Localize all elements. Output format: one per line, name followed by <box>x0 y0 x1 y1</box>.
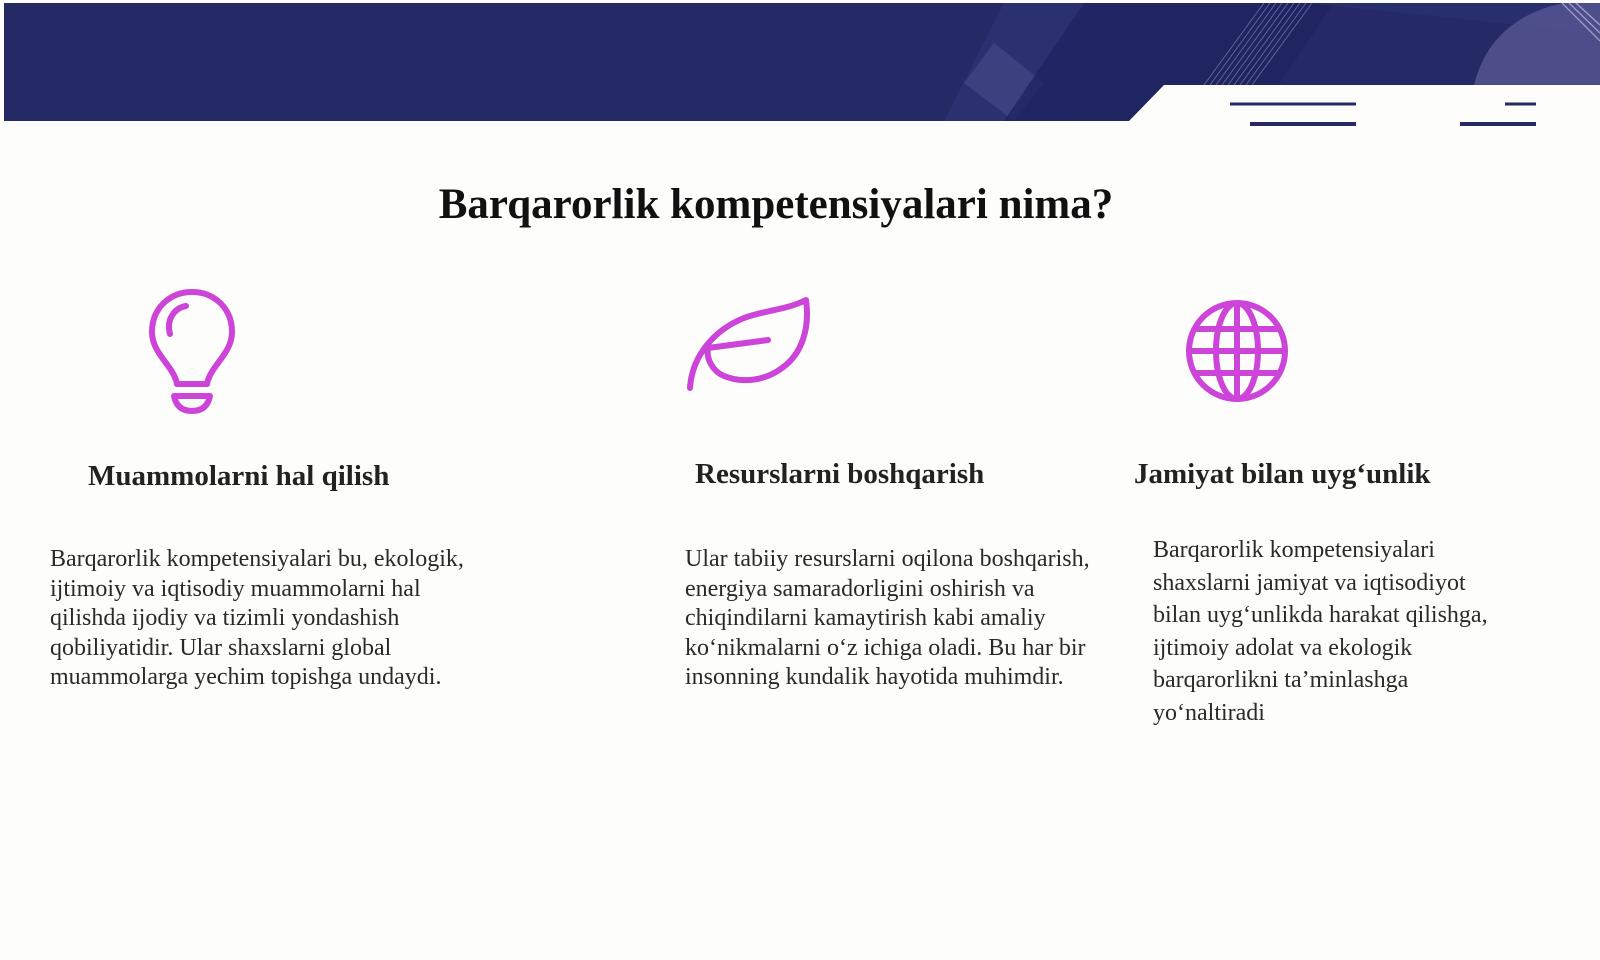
column-heading-society-harmony: Jamiyat bilan uyg‘unlik <box>1134 458 1431 490</box>
header-banner <box>4 3 1600 121</box>
lightbulb-icon <box>140 288 250 423</box>
column-heading-resource-management: Resurslarni boshqarish <box>695 458 985 490</box>
column-text-problem-solving: Barqarorlik kompetensiyalari bu, ekologik, ijtimoiy va iqtisodiy muammolarni hal qilishda ijodiy va tizimli yondashish qobiliyatidir. Ular shaxslarni global muammolarga yechim topishga undaydi. <box>50 546 464 690</box>
column-heading-problem-solving: Muammolarni hal qilish <box>88 460 390 492</box>
globe-icon <box>1182 296 1292 406</box>
column-text-society-harmony: Barqarorlik kompetensiyalari shaxslarni jamiyat va iqtisodiyot bilan uyg‘unlikda harakat qilishga, ijtimoiy adolat va ekologik barqarorlikni ta’minlashga yo‘naltiradi <box>1153 537 1488 726</box>
column-text-resource-management: Ular tabiiy resurslarni oqilona boshqarish, energiya samaradorligini oshirish va chiqindilarni kamaytirish kabi amaliy ko‘nikmalarni o‘z ichiga oladi. Bu har bir insonning kundalik hayotida muhimdir. <box>685 546 1090 690</box>
page-title: Barqarorlik kompetensiyalari nima? <box>438 181 1114 228</box>
leaf-icon <box>684 296 818 396</box>
banner-decoration <box>4 3 1600 121</box>
